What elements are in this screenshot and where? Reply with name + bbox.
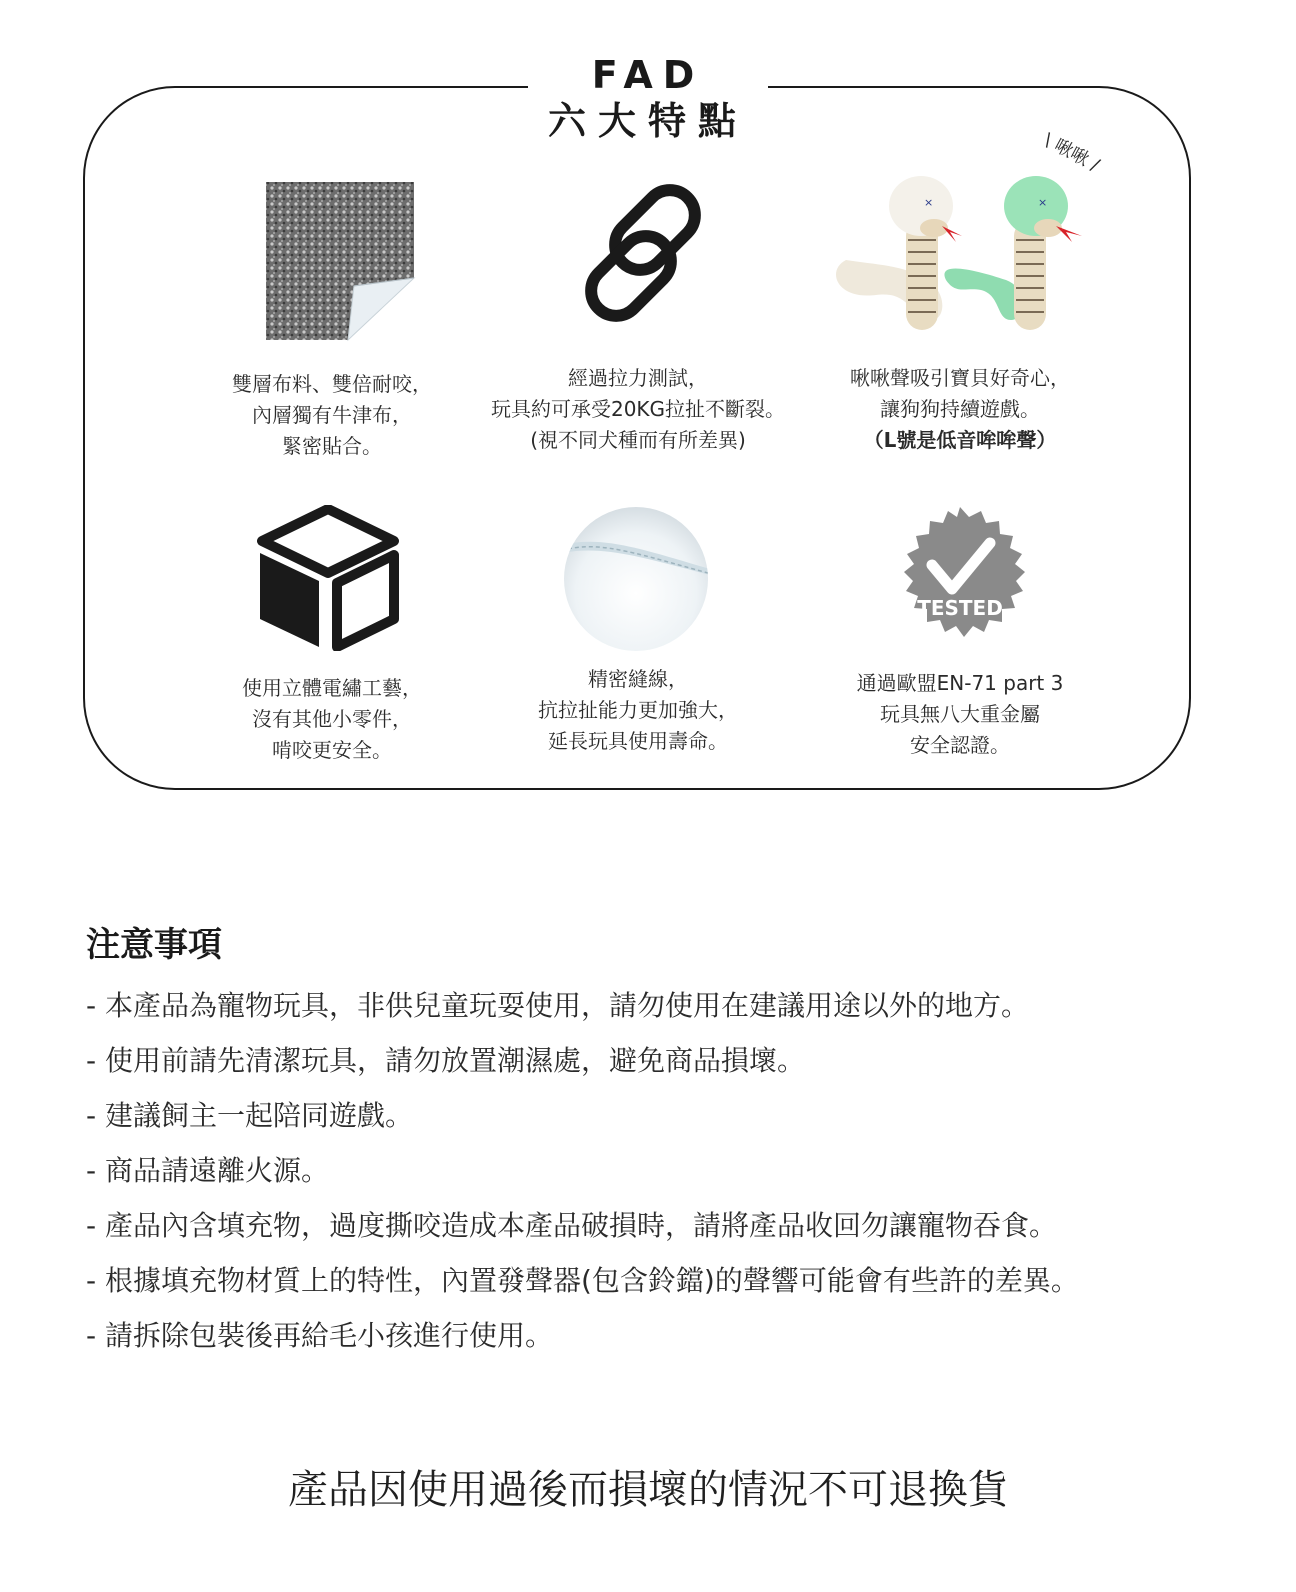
heading-title: 六大特點 bbox=[547, 99, 748, 143]
notice-item: - 本產品為寵物玩具，非供兒童玩耍使用，請勿使用在建議用途以外的地方。 bbox=[86, 989, 1030, 1022]
caption-line: 啾啾聲吸引寶貝好奇心， bbox=[850, 366, 1070, 390]
caption-line: （L號是低音哞哞聲） bbox=[863, 428, 1057, 452]
svg-text:×: × bbox=[1038, 196, 1048, 209]
feature-caption-chain bbox=[468, 363, 808, 456]
caption-line: 內層獨有牛津布， bbox=[252, 403, 412, 427]
feature-caption-squeak bbox=[810, 363, 1110, 456]
notice-item: - 產品內含填充物，過度撕咬造成本產品破損時，請將產品收回勿讓寵物吞食。 bbox=[86, 1209, 1058, 1242]
chain-link-icon bbox=[568, 178, 718, 328]
stitching-closeup-image bbox=[562, 505, 710, 653]
notice-item: - 請拆除包裝後再給毛小孩進行使用。 bbox=[86, 1319, 554, 1352]
heading-brand: FAD bbox=[591, 53, 705, 97]
caption-line: (視不同犬種而有所差異) bbox=[530, 428, 746, 452]
white-snake-toy bbox=[836, 176, 962, 330]
caption-line: 玩具約可承受20KG拉扯不斷裂。 bbox=[490, 397, 786, 421]
svg-text:×: × bbox=[924, 196, 934, 209]
feature-caption-fabric bbox=[192, 369, 472, 462]
caption-line: 使用立體電繡工藝， bbox=[242, 676, 422, 700]
caption-line: 延長玩具使用壽命。 bbox=[548, 729, 728, 753]
caption-line: 沒有其他小零件， bbox=[252, 707, 412, 731]
notice-title: 注意事項 bbox=[86, 925, 222, 965]
notice-list bbox=[86, 978, 1079, 1363]
notice-item: - 建議飼主一起陪同遊戲。 bbox=[86, 1099, 414, 1132]
cube-icon bbox=[255, 505, 401, 651]
notice-item: - 商品請遠離火源。 bbox=[86, 1154, 330, 1187]
notice-item: - 使用前請先清潔玩具，請勿放置潮濕處，避免商品損壞。 bbox=[86, 1044, 806, 1077]
feature-caption-stitching bbox=[498, 664, 778, 757]
caption-line: 通過歐盟EN-71 part 3 bbox=[856, 671, 1064, 695]
caption-line: 玩具無八大重金屬 bbox=[880, 702, 1040, 726]
feature-caption-cube bbox=[192, 673, 472, 766]
squeak-tag: \ 啾啾 / bbox=[1040, 129, 1103, 177]
badge-label: TESTED bbox=[917, 596, 1003, 620]
caption-line: 雙層布料、雙倍耐咬， bbox=[232, 372, 432, 396]
caption-line: 精密縫線， bbox=[588, 667, 688, 691]
caption-line: 啃咬更安全。 bbox=[272, 738, 392, 762]
feature-caption-tested bbox=[820, 668, 1100, 761]
caption-line: 緊密貼合。 bbox=[282, 434, 382, 458]
caption-line: 經過拉力測試， bbox=[568, 366, 708, 390]
snake-toys-image bbox=[816, 170, 1096, 340]
caption-line: 抗拉扯能力更加強大， bbox=[538, 698, 738, 722]
caption-line: 安全認證。 bbox=[910, 733, 1010, 757]
green-snake-toy bbox=[944, 176, 1082, 330]
notice-item: - 根據填充物材質上的特性，內置發聲器(包含鈴鐺)的聲響可能會有些許的差異。 bbox=[86, 1264, 1079, 1297]
no-return-notice: 產品因使用過後而損壞的情況不可退換貨 bbox=[288, 1467, 1008, 1513]
caption-line: 讓狗狗持續遊戲。 bbox=[880, 397, 1040, 421]
features-heading bbox=[528, 48, 768, 148]
tested-badge-icon bbox=[886, 505, 1034, 653]
fabric-swatch-icon bbox=[262, 178, 418, 344]
